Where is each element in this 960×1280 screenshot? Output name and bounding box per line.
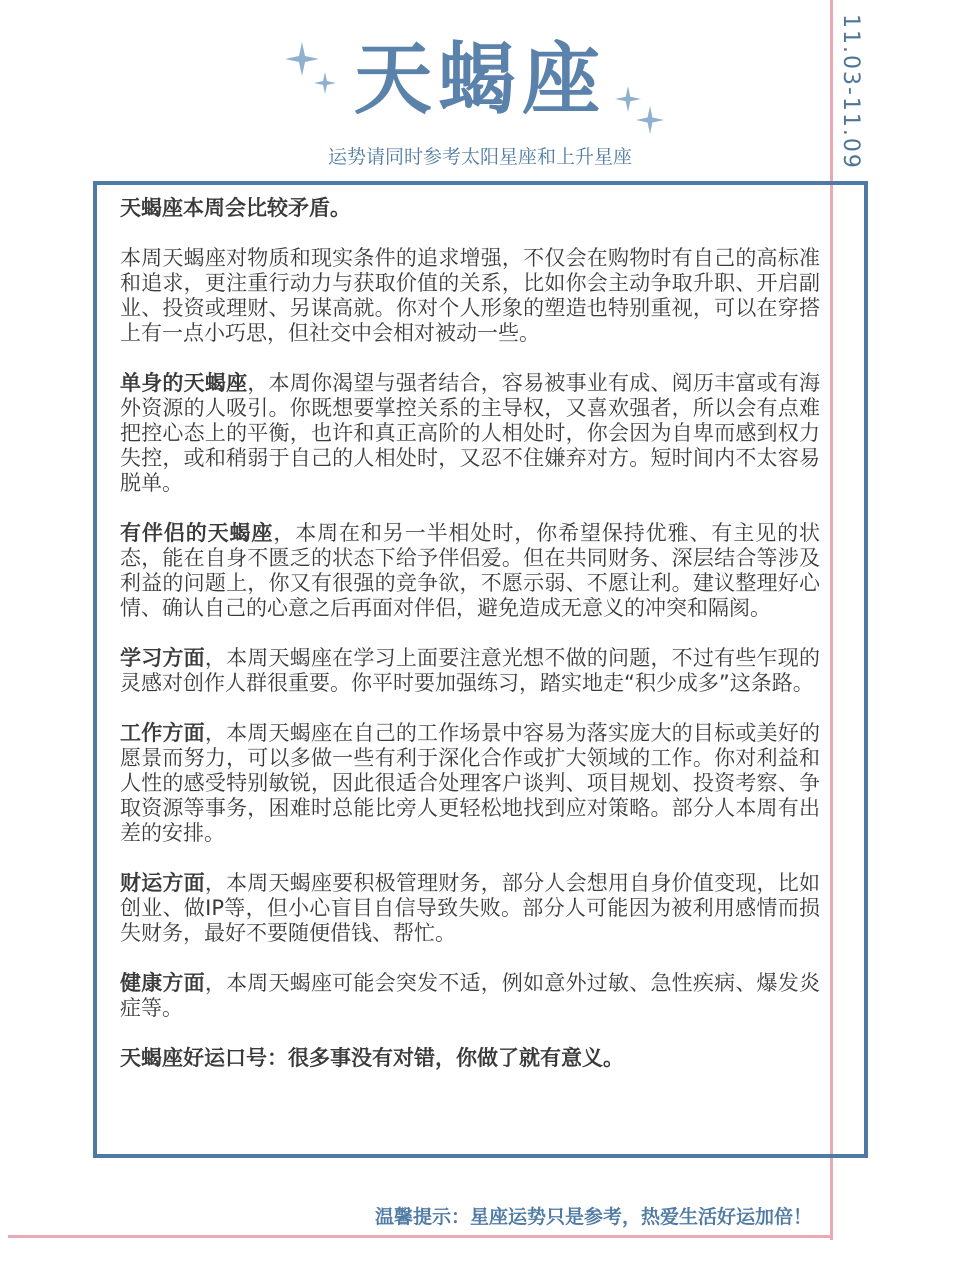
lucky-slogan: 天蝎座好运口号：很多事没有对错，你做了就有意义。	[120, 1046, 624, 1070]
single-label: 单身的天蝎座	[120, 371, 248, 395]
page-title: 天蝎座	[353, 35, 606, 125]
single-paragraph	[120, 371, 820, 496]
wealth-label: 财运方面	[120, 871, 205, 895]
intro-paragraph: 本周天蝎座对物质和现实条件的追求增强，不仅会在购物时有自己的高标准和追求，更注重行动力与获取价值的关系，比如你会主动争取升职、开启副业、投资或理财、另谋高就。你对个人形象的塑造也特别重视，可以在穿搭上有一点小巧思，但社交中会相对被动一些。	[120, 246, 820, 345]
date-range: 11.03-11.09	[838, 14, 863, 170]
work-paragraph	[120, 721, 820, 846]
footer-tip: 温馨提示：星座运势只是参考，热爱生活好运加倍！	[374, 1206, 812, 1228]
study-paragraph	[120, 646, 820, 696]
health-paragraph	[120, 971, 820, 1021]
wealth-paragraph	[120, 871, 820, 946]
work-text: ，本周天蝎座在自己的工作场景中容易为落实庞大的目标或美好的愿景而努力，可以多做一些有利于深化合作或扩大领域的工作。你对利益和人性的感受特别敏锐，因此很适合处理客户谈判、项目规划、投资考察、争取资源等事务，困难时总能比旁人更轻松地找到应对策略。部分人本周有出差的安排。	[120, 721, 820, 845]
intro-heading: 天蝎座本周会比较矛盾。	[120, 196, 351, 220]
sparkle-icon	[285, 42, 319, 76]
health-text: ，本周天蝎座可能会突发不适，例如意外过敏、急性疾病、爆发炎症等。	[120, 971, 820, 1020]
wealth-text: ，本周天蝎座要积极管理财务，部分人会想用自身价值变现，比如创业、做IP等，但小心盲目自信导致失败。部分人可能因为被利用感情而损失财务，最好不要随便借钱、帮忙。	[120, 871, 820, 945]
subtitle: 运势请同时参考太阳星座和上升星座	[327, 146, 632, 168]
study-text: ，本周天蝎座在学习上面要注意光想不做的问题，不过有些乍现的灵感对创作人群很重要。你平时要加强练习，踏实地走“积少成多”这条路。	[120, 646, 820, 695]
pink-horizontal-line	[8, 1235, 833, 1238]
couple-label: 有伴侣的天蝎座	[120, 521, 274, 545]
sparkle-icon	[636, 106, 664, 134]
health-label: 健康方面	[120, 971, 205, 995]
couple-paragraph	[120, 521, 820, 621]
work-label: 工作方面	[120, 721, 205, 745]
couple-text: ，本周在和另一半相处时，你希望保持优雅、有主见的状态，能在自身不匮乏的状态下给予伴侣爱。但在共同财务、深层结合等涉及利益的问题上，你又有很强的竞争欲，不愿示弱、不愿让利。建议整理好心情、确认自己的心意之后再面对伴侣，避免造成无意义的冲突和隔阂。	[120, 521, 821, 620]
study-label: 学习方面	[120, 646, 205, 670]
single-text: ，本周你渴望与强者结合，容易被事业有成、阅历丰富或有海外资源的人吸引。你既想要掌控关系的主导权，又喜欢强者，所以会有点难把控心态上的平衡，也许和真正高阶的人相处时，你会因为自卑而感到权力失控，或和稍弱于自己的人相处时，又忍不住嫌弃对方。短时间内不太容易脱单。	[120, 371, 820, 495]
horoscope-content	[120, 196, 820, 1071]
